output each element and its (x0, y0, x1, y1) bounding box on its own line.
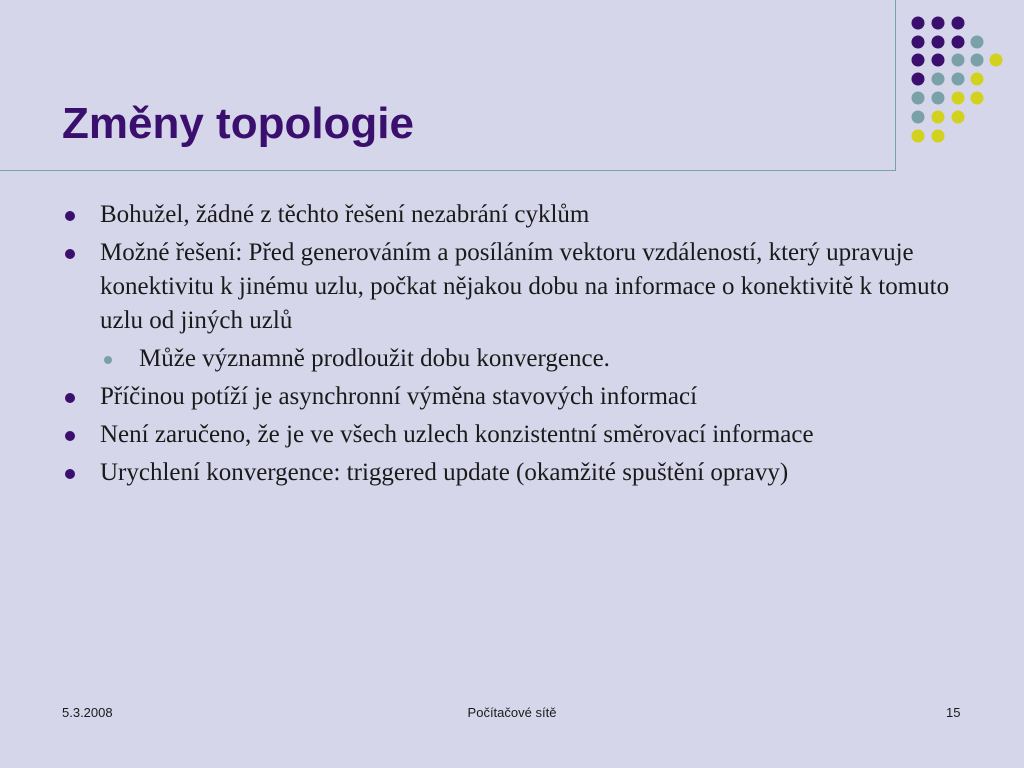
bullet-dot-icon (65, 249, 75, 259)
bullet-item (62, 456, 962, 490)
bullet-item (62, 236, 962, 338)
bullet-dot-icon (65, 469, 75, 479)
bullet-dot-icon (65, 211, 75, 221)
footer-page-number: 15 (946, 705, 961, 720)
sub-bullet-dot-icon (104, 356, 112, 364)
header-horizontal-divider (0, 170, 895, 171)
bullet-text: Možné řešení: Před generováním a posíláním vektoru vzdáleností, který upravuje konektivitu k jinému uzlu, počkat nějakou dobu na informace o konektivitě k tomuto uzlu od jiných uzlů (100, 239, 950, 334)
footer-date: 5.3.2008 (62, 705, 113, 720)
bullet-text: Příčinou potíží je asynchronní výměna stavových informací (100, 383, 698, 410)
bullet-item (62, 380, 962, 414)
bullet-text: Urychlení konvergence: triggered update (okamžité spuštění opravy) (100, 459, 789, 486)
footer-title: Počítačové sítě (467, 705, 557, 720)
sub-bullet-text: Může významně prodloužit dobu konvergence. (139, 345, 610, 372)
bullet-dot-icon (65, 393, 75, 403)
bullet-text: Není zaručeno, že je ve všech uzlech konzistentní směrovací informace (100, 421, 814, 448)
bullet-dot-icon (65, 431, 75, 441)
bullet-item (62, 418, 962, 452)
bullet-text: Bohužel, žádné z těchto řešení nezabrání cyklům (100, 201, 590, 228)
slide-title: Změny topologie (62, 99, 414, 148)
sub-bullet-item (62, 342, 962, 376)
slide-content (62, 198, 962, 494)
bullet-item (62, 198, 962, 232)
header-vertical-divider (895, 0, 896, 171)
